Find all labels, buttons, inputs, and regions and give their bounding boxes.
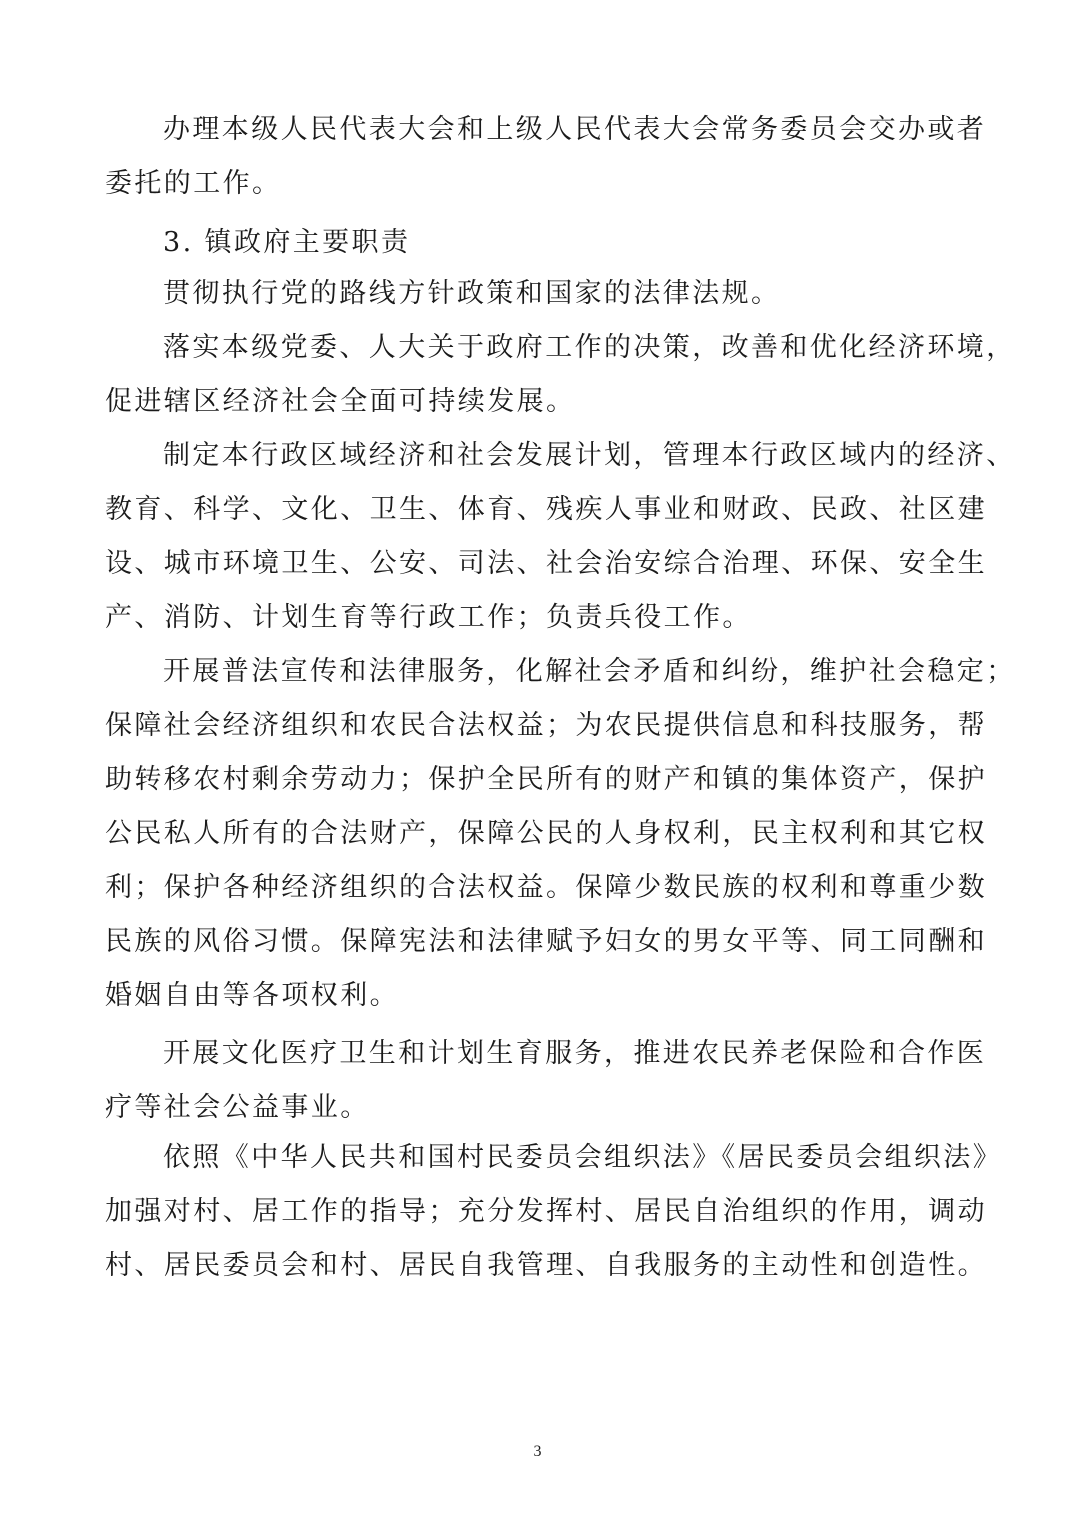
paragraph-line: 产、消防、计划生育等行政工作；负责兵役工作。 [105, 602, 752, 633]
paragraph-line: 教育、科学、文化、卫生、体育、残疾人事业和财政、民政、社区建 [105, 494, 987, 525]
paragraph-line: 民族的风俗习惯。保障宪法和法律赋予妇女的男女平等、同工同酬和 [105, 926, 987, 957]
paragraph-line: 保障社会经济组织和农民合法权益；为农民提供信息和科技服务，帮 [105, 710, 987, 741]
paragraph-line: 开展普法宣传和法律服务，化解社会矛盾和纠纷，维护社会稳定； [163, 656, 1016, 687]
paragraph-line: 助转移农村剩余劳动力；保护全民所有的财产和镇的集体资产，保护 [105, 764, 987, 795]
paragraph-line: 公民私人所有的合法财产，保障公民的人身权利，民主权利和其它权 [105, 818, 987, 849]
paragraph-line: 促进辖区经济社会全面可持续发展。 [105, 386, 576, 417]
paragraph-line: 疗等社会公益事业。 [105, 1092, 370, 1123]
paragraph-line: 制定本行政区域经济和社会发展计划，管理本行政区域内的经济、 [163, 440, 1016, 471]
paragraph-line: 委托的工作。 [105, 168, 282, 199]
paragraph-line: 加强对村、居工作的指导；充分发挥村、居民自治组织的作用，调动 [105, 1196, 987, 1227]
paragraph-line: 依照《中华人民共和国村民委员会组织法》《居民委员会组织法》 [163, 1142, 1003, 1173]
paragraph-line: 开展文化医疗卫生和计划生育服务，推进农民养老保险和合作医 [163, 1038, 987, 1069]
paragraph-line: 设、城市环境卫生、公安、司法、社会治安综合治理、环保、安全生 [105, 548, 987, 579]
page-number: 3 [533, 1443, 542, 1460]
paragraph-line: 村、居民委员会和村、居民自我管理、自我服务的主动性和创造性。 [105, 1250, 987, 1281]
paragraph-line: 婚姻自由等各项权利。 [105, 980, 399, 1011]
paragraph-line: 办理本级人民代表大会和上级人民代表大会常务委员会交办或者 [163, 114, 987, 145]
paragraph-line: 落实本级党委、人大关于政府工作的决策，改善和优化经济环境， [163, 332, 1016, 363]
paragraph-line: 贯彻执行党的路线方针政策和国家的法律法规。 [163, 278, 781, 309]
paragraph-line: 利；保护各种经济组织的合法权益。保障少数民族的权利和尊重少数 [105, 872, 987, 903]
section-heading: 3. 镇政府主要职责 [163, 227, 411, 258]
